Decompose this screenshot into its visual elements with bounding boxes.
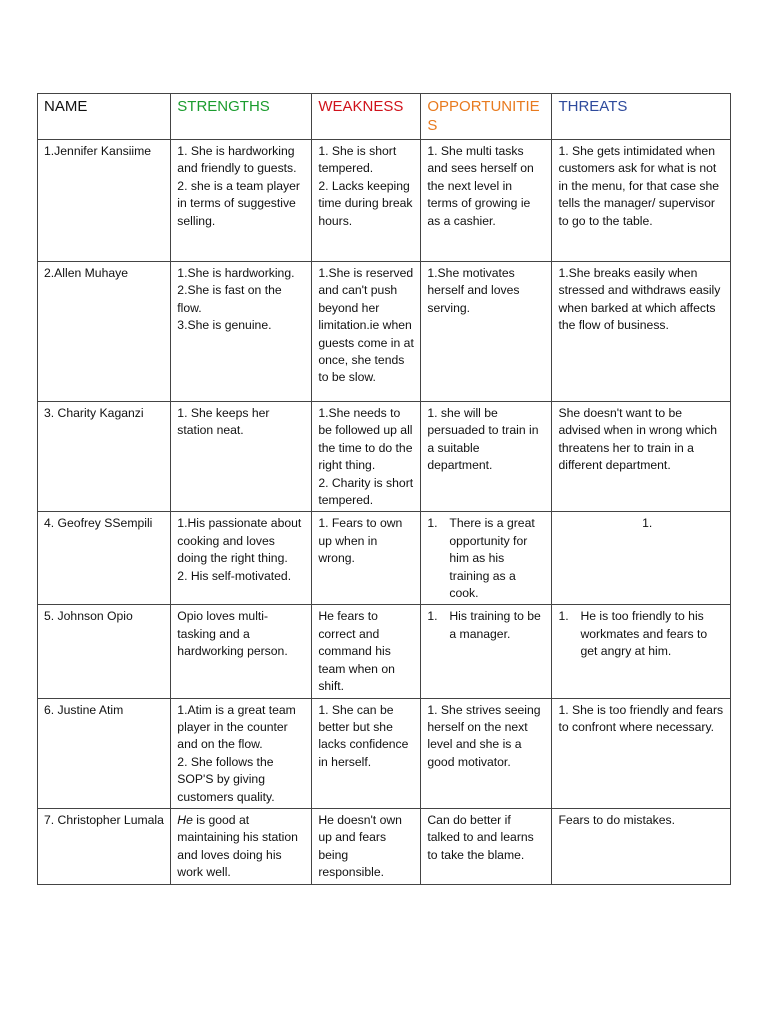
header-name: NAME (38, 94, 171, 140)
opportunities-cell (421, 262, 552, 402)
strength-item: 1. She keeps her station neat. (177, 406, 270, 438)
threat-item: 1. She gets intimidated when customers ask for what is not in the menu, for that case she tells the manager/ supervisor to go to the table. (558, 144, 720, 228)
weakness-item: 2. Lacks keeping time during break hours. (318, 178, 413, 228)
threats-cell (552, 140, 731, 262)
header-row (38, 94, 731, 140)
strength-item: 2. His self-motivated. (177, 568, 292, 583)
strengths-cell (171, 262, 312, 402)
opportunity-item: 1. She strives seeing herself on the next level and she is a good motivator. (427, 702, 541, 769)
strengths-cell (171, 808, 312, 884)
threats-cell (552, 698, 731, 808)
strength-item: 1.His passionate about cooking and loves doing the right thing. (177, 516, 302, 566)
threat-item: 1.She breaks easily when stressed and withdraws easily when barked at which affects the flow of business. (558, 266, 721, 333)
threat-item (558, 608, 724, 660)
employee-name: 7. Christopher Lumala (38, 808, 171, 884)
strength-item: 2. she is a team player in terms of suggestive selling. (177, 178, 300, 228)
weakness-item: 2. Charity is short tempered. (318, 475, 414, 508)
strengths-cell (171, 402, 312, 512)
strength-item: 2. She follows the SOP'S by giving customers quality. (177, 754, 275, 804)
list-number: 1. (427, 609, 438, 624)
header-strengths: STRENGTHS (171, 94, 312, 140)
swot-table (37, 93, 731, 885)
table-row (38, 140, 731, 262)
threat-text: He is too friendly to his workmates and fears to get angry at him. (580, 609, 708, 659)
table-row (38, 512, 731, 605)
weakness-cell (312, 698, 421, 808)
strengths-cell (171, 140, 312, 262)
table-row (38, 402, 731, 512)
weakness-item: 1.She is reserved and can't push beyond her limitation.ie when guests come in at once, she tends to be slow. (318, 266, 414, 385)
opportunities-cell: Can do better if talked to and learns to take the blame. (421, 808, 552, 884)
strength-item: 1.She is hardworking. (177, 266, 295, 280)
threats-cell (552, 512, 731, 605)
weakness-item: 1. She can be better but she lacks confidence in herself. (318, 702, 409, 769)
weakness-cell (312, 402, 421, 512)
weakness-item: 1.She needs to be followed up all the time to do the right thing. (318, 406, 413, 473)
weakness-cell (312, 605, 421, 698)
strength-text: is good at maintaining his station and loves doing his work well. (177, 812, 298, 880)
opportunities-cell (421, 605, 552, 698)
employee-name: 6. Justine Atim (38, 698, 171, 808)
threats-cell (552, 262, 731, 402)
opportunity-item: 1. She multi tasks and sees herself on the next level in terms of growing ie as a cashier. (427, 144, 534, 228)
strength-pronoun: He (177, 812, 193, 827)
opportunity-item: 1. she will be persuaded to train in a suitable department. (427, 406, 539, 473)
header-weakness: WEAKNESS (312, 94, 421, 140)
strengths-cell (171, 698, 312, 808)
threats-cell: Fears to do mistakes. (552, 808, 731, 884)
opportunity-text: There is a great opportunity for him as his training as a cook. (449, 516, 535, 601)
strength-item: 2.She is fast on the flow. (177, 283, 282, 315)
table-row (38, 808, 731, 884)
threats-cell (552, 402, 731, 512)
weakness-item: 1. She is short tempered. (318, 144, 397, 176)
swot-document (37, 93, 731, 885)
header-opportunities: OPPORTUNITIES (421, 94, 552, 140)
weakness-cell (312, 512, 421, 605)
threat-item: She doesn't want to be advised when in wrong which threatens her to train in a different department. (558, 406, 717, 473)
strength-item: Opio loves multi-tasking and a hardworking person. (177, 609, 288, 659)
list-number: 1. (558, 609, 569, 624)
threats-cell (552, 605, 731, 698)
weakness-cell: He doesn't own up and fears being responsible. (312, 808, 421, 884)
opportunities-cell (421, 512, 552, 605)
employee-name: 1.Jennifer Kansiime (38, 140, 171, 262)
opportunities-cell (421, 402, 552, 512)
opportunity-item (427, 515, 545, 602)
employee-name: 4. Geofrey SSempili (38, 512, 171, 605)
table-row (38, 605, 731, 698)
employee-name: 3. Charity Kaganzi (38, 402, 171, 512)
opportunity-text: His training to be a manager. (449, 609, 541, 641)
opportunity-item (427, 608, 545, 643)
threat-item: 1. (642, 516, 653, 531)
header-threats: THREATS (552, 94, 731, 140)
opportunities-cell (421, 698, 552, 808)
employee-name: 2.Allen Muhaye (38, 262, 171, 402)
weakness-item: He fears to correct and command his team when on shift. (318, 609, 395, 694)
strength-item: 3.She is genuine. (177, 318, 272, 333)
strengths-cell (171, 605, 312, 698)
strengths-cell (171, 512, 312, 605)
strength-item: 1. She is hardworking and friendly to guests. (177, 144, 297, 176)
list-number: 1. (427, 516, 438, 531)
weakness-cell (312, 140, 421, 262)
threat-item: 1. She is too friendly and fears to confront where necessary. (558, 702, 724, 734)
opportunity-item: 1.She motivates herself and loves serving. (427, 266, 520, 315)
opportunities-cell (421, 140, 552, 262)
table-row (38, 262, 731, 402)
weakness-cell (312, 262, 421, 402)
employee-name: 5. Johnson Opio (38, 605, 171, 698)
strength-item: 1.Atim is a great team player in the counter and on the flow. (177, 702, 296, 752)
weakness-item: 1. Fears to own up when in wrong. (318, 516, 403, 566)
table-row (38, 698, 731, 808)
